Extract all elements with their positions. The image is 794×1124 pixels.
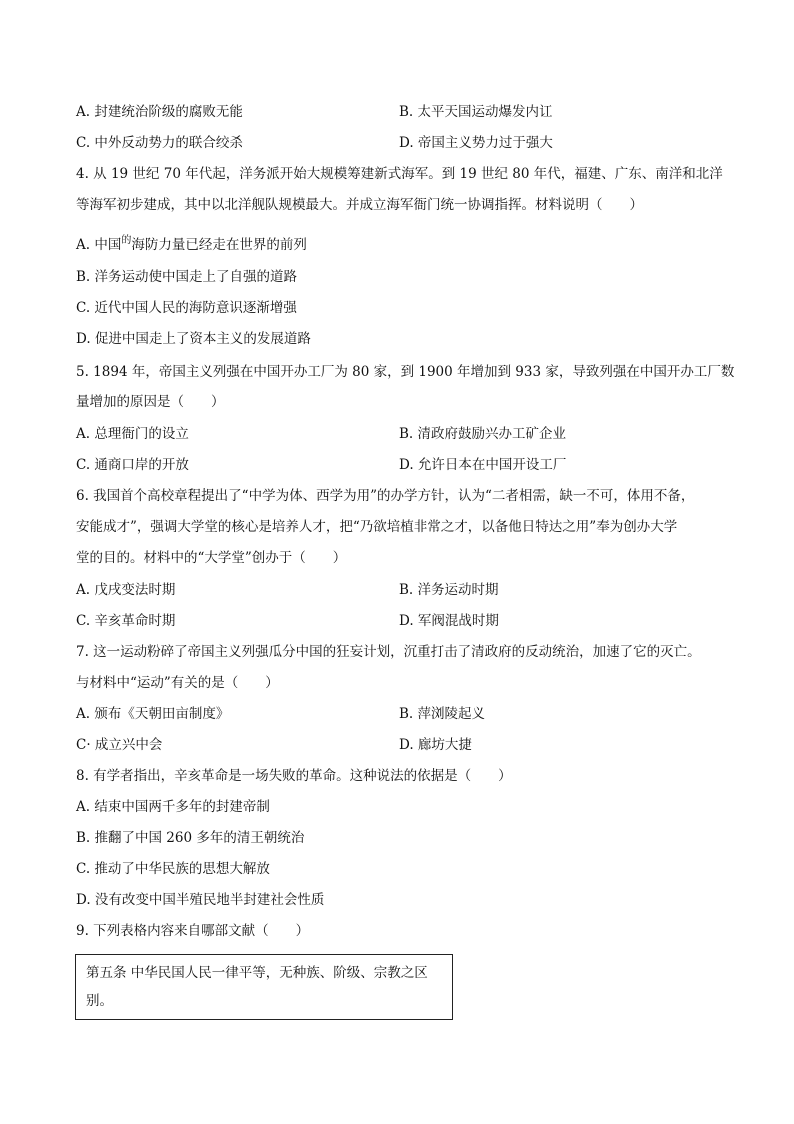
q7-stem-line2: 与材料中“运动”有关的是（ ） [76, 675, 279, 691]
q8-stem: 8. 有学者指出，辛亥革命是一场失败的革命。这种说法的依据是（ ） [76, 768, 512, 784]
q4-option-b: B. 洋务运动使中国走上了自强的道路 [76, 269, 298, 285]
q8-option-d: D. 没有改变中国半殖民地半封建社会性质 [76, 892, 325, 908]
q7-option-a: A. 颁布《天朝田亩制度》 [76, 706, 230, 722]
q4-option-a-pre: A. 中国 [76, 237, 122, 253]
q5-option-d: D. 允许日本在中国开设工厂 [399, 457, 567, 473]
q4-stem-line1: 4. 从 19 世纪 70 年代起，洋务派开始大规模筹建新式海军。到 19 世纪 80 年代，福建、广东、南洋和北洋 [76, 166, 723, 182]
q8-option-a: A. 结束中国两千多年的封建帝制 [76, 799, 270, 815]
q8-option-c: C. 推动了中华民族的思想大解放 [76, 861, 270, 877]
q7-option-d: D. 廊坊大捷 [399, 737, 472, 753]
q9-stem: 9. 下列表格内容来自哪部文献（ ） [76, 923, 310, 939]
q4-option-a [76, 235, 307, 257]
q5-option-c: C. 通商口岸的开放 [76, 457, 189, 473]
q7-option-c: C· 成立兴中会 [76, 737, 163, 753]
q9-quote-box [75, 954, 453, 1020]
q5-stem-line2: 量增加的原因是（ ） [76, 394, 225, 410]
q9-box-line1: 第五条 中华民国人民一律平等，无种族、阶级、宗教之区 [86, 965, 428, 981]
q6-stem-line1: 6. 我国首个高校章程提出了“中学为体、西学为用”的办学方针，认为“二者相需，缺一不可，体用不备， [76, 488, 695, 504]
q6-stem-line3: 堂的目的。材料中的“大学堂”创办于（ ） [76, 550, 347, 566]
q8-option-b: B. 推翻了中国 260 多年的清王朝统治 [76, 830, 305, 846]
q4-option-c: C. 近代中国人民的海防意识逐渐增强 [76, 300, 297, 316]
q3-option-a: A. 封建统治阶级的腐败无能 [76, 104, 243, 120]
q4-option-a-post: 海防力量已经走在世界的前列 [131, 237, 307, 253]
q4-option-d: D. 促进中国走上了资本主义的发展道路 [76, 331, 311, 347]
q4-option-a-sup: 的 [121, 235, 132, 246]
q6-option-a: A. 戊戌变法时期 [76, 582, 176, 598]
q3-option-b: B. 太平天国运动爆发内讧 [399, 104, 553, 120]
q4-stem-line2: 等海军初步建成，其中以北洋舰队规模最大。并成立海军衙门统一协调指挥。材料说明（ ） [76, 197, 643, 213]
q7-option-b: B. 萍浏陵起义 [399, 706, 486, 722]
q9-box-line2: 别。 [86, 993, 113, 1009]
q3-option-c: C. 中外反动势力的联合绞杀 [76, 135, 243, 151]
q5-stem-line1: 5. 1894 年，帝国主义列强在中国开办工厂为 80 家，到 1900 年增加到 933 家，导致列强在中国开办工厂数 [76, 364, 735, 380]
q6-option-c: C. 辛亥革命时期 [76, 613, 176, 629]
q3-option-d: D. 帝国主义势力过于强大 [399, 135, 553, 151]
q6-option-d: D. 军阀混战时期 [399, 613, 499, 629]
q5-option-a: A. 总理衙门的设立 [76, 426, 189, 442]
q6-stem-line2: 安能成才”，强调大学堂的核心是培养人才，把“乃欲培植非常之才，以备他日特达之用”奉为创办大学 [76, 519, 678, 535]
q6-option-b: B. 洋务运动时期 [399, 582, 499, 598]
q7-stem-line1: 7. 这一运动粉碎了帝国主义列强瓜分中国的狂妄计划，沉重打击了清政府的反动统治，加速了它的灭亡。 [76, 644, 701, 660]
q5-option-b: B. 清政府鼓励兴办工矿企业 [399, 426, 567, 442]
